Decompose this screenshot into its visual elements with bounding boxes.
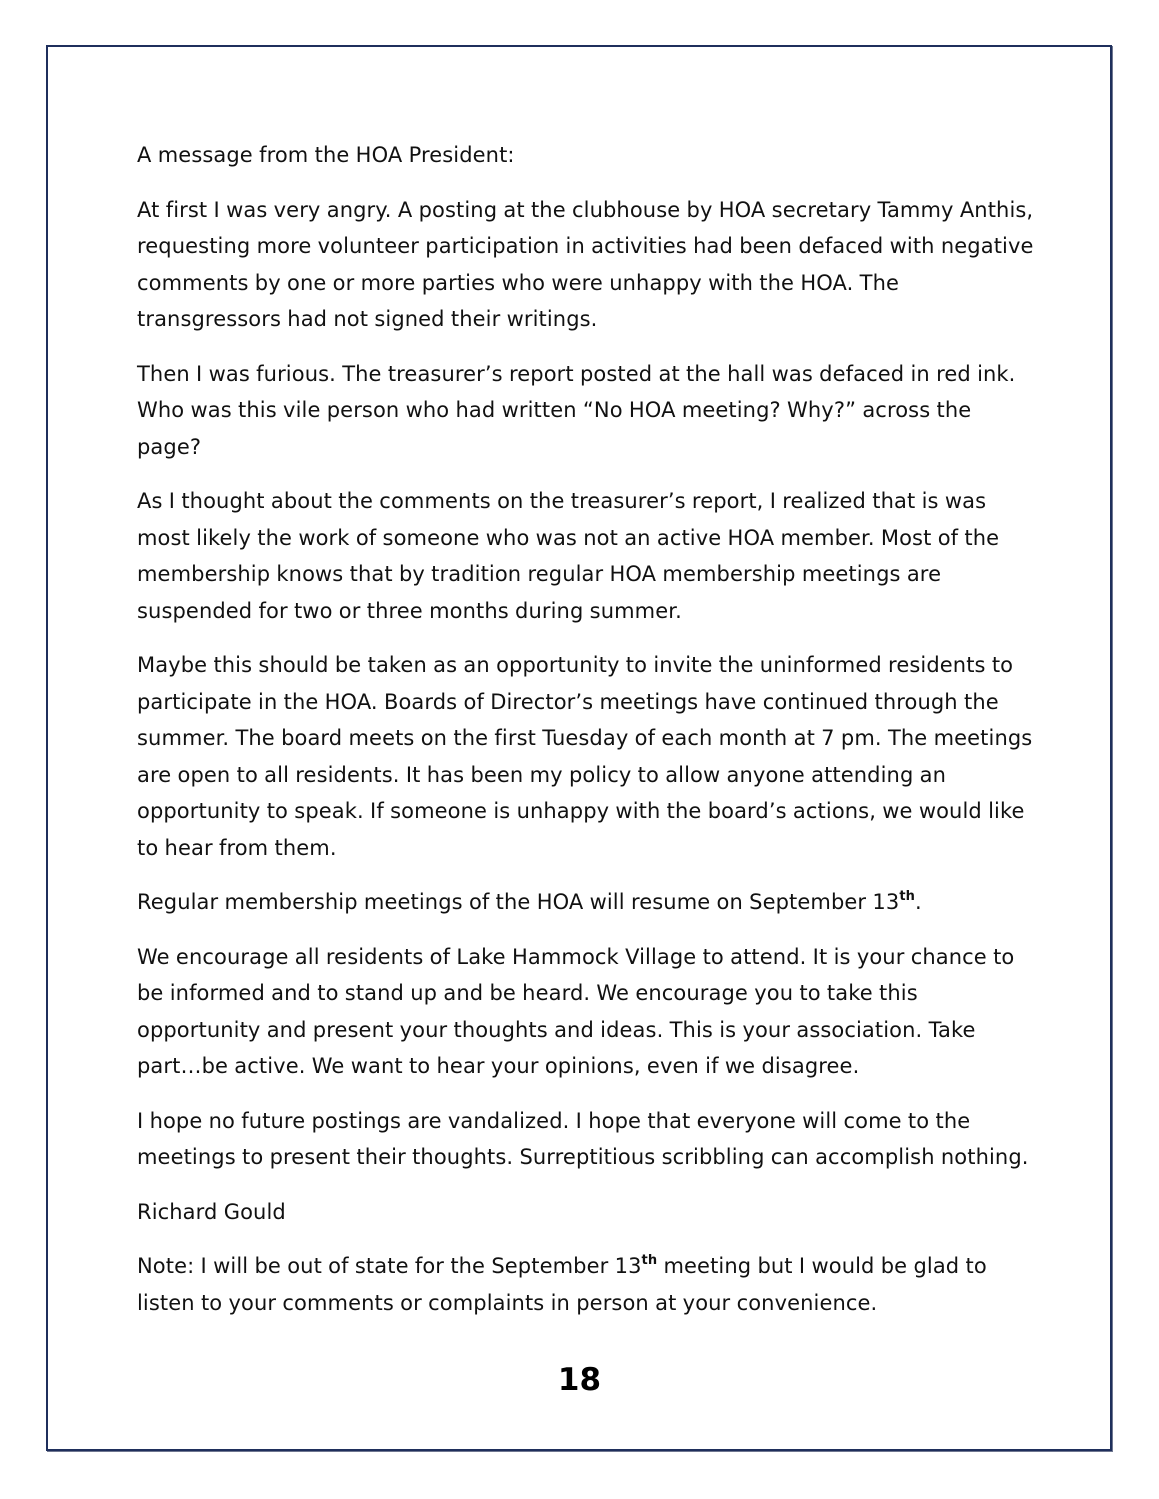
paragraph-hope: I hope no future postings are vandalized. I hope that everyone will come to the meetings to present their thoughts. Surreptitious scribbling can accomplish nothing. [137,1108,1029,1169]
paragraph-furious: Then I was furious. The treasurer’s report posted at the hall was defaced in red ink. Who was this vile person who had written “No HOA meeting? Why?” across the page? [137,361,1016,459]
resume-end: . [915,890,922,914]
paragraph-comments: As I thought about the comments on the treasurer’s report, I realized that is was most likely the work of someone who was not an active HOA member. Most of the membership knows that by tradition regular HOA membership meetings are suspended for two or three months during summer. [137,489,1000,623]
note-ordinal-suffix: th [641,1253,658,1268]
letter-heading: A message from the HOA President: [137,143,515,167]
resume-ordinal-suffix: th [899,889,916,904]
page-number: 18 [557,1362,602,1398]
resume-text: Regular membership meetings of the HOA will resume on September 13 [137,890,900,914]
paragraph-resume-meetings [137,884,1037,921]
note-text: Note: I will be out of state for the September 13 [137,1254,642,1278]
signature: Richard Gould [137,1199,286,1224]
note-end: meeting but I would be glad to listen to your comments or complaints in person at your convenience. [137,1254,987,1315]
letter-body [137,137,1037,1339]
paragraph-opportunity: Maybe this should be taken as an opportunity to invite the uninformed residents to participate in the HOA. Boards of Director’s meetings have continued through the summer. The board meets on the first Tuesday of each month at 7 pm. The meetings are open to all residents. It has been my policy to allow anyone attending an opportunity to speak. If someone is unhappy with the board’s actions, we would like to hear from them. [137,653,1033,860]
paragraph-note [137,1248,1037,1321]
paragraph-angry: At first I was very angry. A posting at the clubhouse by HOA secretary Tammy Anthis, requesting more volunteer participation in activities had been defaced with negative comments by one or more parties who were unhappy with the HOA. The transgressors had not signed their writings. [137,197,1034,331]
paragraph-encourage: We encourage all residents of Lake Hammock Village to attend. It is your chance to be informed and to stand up and be heard. We encourage you to take this opportunity and present your thoughts and ideas. This is your association. Take part…be active. We want to hear your opinions, even if we disagree. [137,944,1015,1078]
